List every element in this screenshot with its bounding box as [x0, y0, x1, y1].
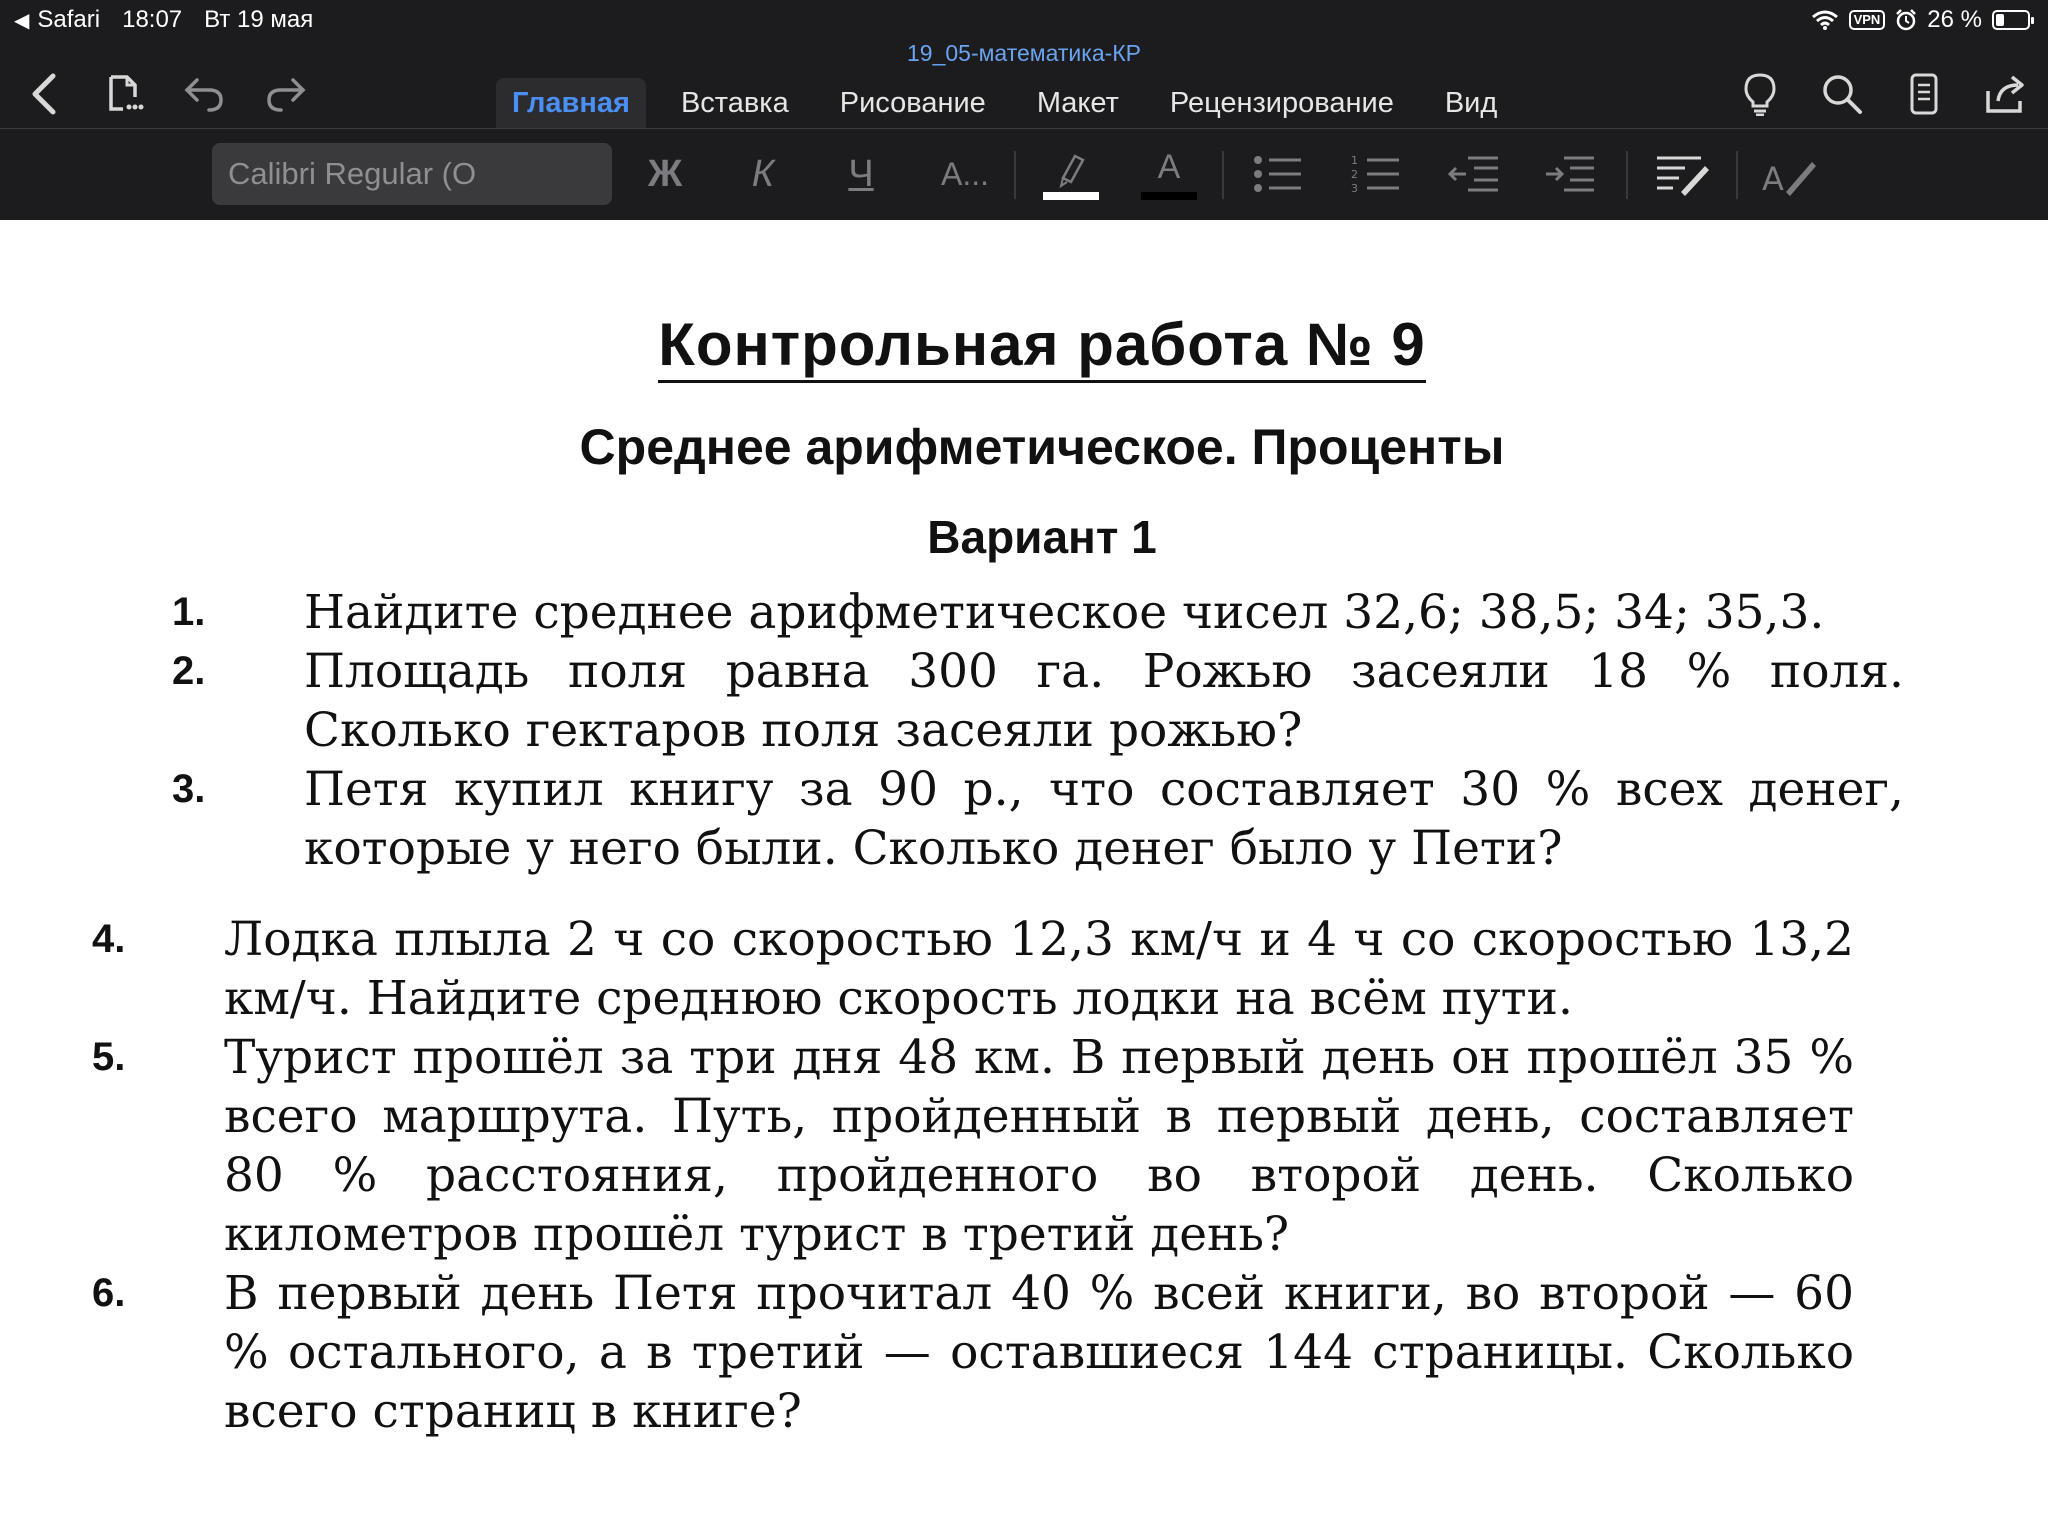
toolbar-separator: [1014, 151, 1016, 199]
app-chrome: [0, 0, 2048, 220]
svg-text:3: 3: [1351, 182, 1358, 194]
task-number: 5.: [92, 1035, 126, 1079]
task-number: 6.: [92, 1271, 126, 1315]
decrease-indent-icon[interactable]: [1446, 143, 1502, 205]
undo-icon[interactable]: [176, 66, 232, 122]
doc-title: [0, 310, 2048, 379]
font-name-field[interactable]: Calibri Regular (О: [212, 143, 612, 205]
bullet-list-icon[interactable]: [1250, 143, 1306, 205]
italic-button[interactable]: К: [751, 152, 775, 195]
svg-text:1: 1: [1351, 154, 1358, 167]
task-number: 2.: [172, 649, 206, 693]
document-page[interactable]: [0, 220, 2048, 1536]
task-text: В первый день Петя прочитал 40 % всей книги, во второй — 60 % остального, а в третий — оставшиеся 144 страницы. Сколько всего страниц в книге?: [224, 1266, 1854, 1439]
doc-subtitle: Среднее арифметическое. Проценты: [579, 419, 1505, 475]
doc-title-text: Контрольная работа № 9: [658, 311, 1426, 383]
ribbon-tabs: [496, 78, 1532, 128]
increase-indent-icon[interactable]: [1542, 143, 1598, 205]
paragraph-styles-icon[interactable]: [1652, 143, 1712, 205]
tab-home[interactable]: Главная: [496, 78, 646, 128]
vpn-badge: VPN: [1849, 10, 1886, 30]
toolbar-separator: [1626, 151, 1628, 199]
alarm-icon: [1895, 9, 1917, 31]
task-text: Лодка плыла 2 ч со скоростью 12,3 км/ч и 4 ч со скоростью 13,2 км/ч. Найдите среднюю скорость лодки на всём пути.: [224, 912, 1854, 1026]
styles-icon[interactable]: [1760, 143, 1820, 205]
battery-icon: [1992, 10, 2030, 30]
redo-icon[interactable]: [258, 66, 314, 122]
tab-draw[interactable]: Рисование: [839, 87, 986, 119]
back-icon[interactable]: [16, 66, 72, 122]
font-color-glyph: A: [1157, 148, 1181, 186]
file-menu-icon[interactable]: [96, 66, 152, 122]
task-text: Петя купил книгу за 90 р., что составляет 30 % всех денег, которые у него были. Сколько денег было у Пети?: [304, 762, 1904, 876]
more-formatting-button[interactable]: A...: [940, 155, 989, 192]
document-title[interactable]: 19_05-математика-КР: [906, 40, 1142, 66]
toolbar-separator: [1222, 151, 1224, 199]
back-to-app-icon[interactable]: ◀: [14, 9, 30, 32]
bold-button[interactable]: Ж: [647, 152, 683, 195]
status-date: Вт 19 мая: [204, 6, 314, 33]
font-color-swatch: [1141, 192, 1197, 200]
underline-button[interactable]: Ч: [848, 152, 874, 195]
share-icon[interactable]: [1978, 66, 2034, 122]
tab-layout[interactable]: Макет: [1036, 87, 1119, 119]
doc-variant: Вариант 1: [927, 511, 1157, 563]
wifi-icon: [1811, 9, 1839, 31]
numbered-list-icon[interactable]: [1348, 143, 1404, 205]
status-bar: [0, 0, 2048, 40]
svg-text:A: A: [1762, 160, 1784, 196]
tab-view[interactable]: Вид: [1444, 87, 1498, 119]
highlight-color-button[interactable]: [1038, 143, 1104, 205]
formatting-toolbar: [0, 129, 2048, 220]
task-number: 3.: [172, 767, 206, 811]
back-to-app-label[interactable]: Safari: [37, 6, 101, 33]
task-text: Турист прошёл за три дня 48 км. В первый день он прошёл 35 % всего маршрута. Путь, пройденный в первый день, составляет 80 % расстояния, пройденного во второй день. Сколько километров прошёл турист в третий день?: [224, 1030, 1854, 1262]
tab-review[interactable]: Рецензирование: [1169, 87, 1394, 119]
svg-text:2: 2: [1351, 168, 1358, 181]
nav-row: [0, 66, 2048, 128]
task-number: 4.: [92, 917, 126, 961]
task-text: Найдите среднее арифметическое чисел 32,6; 38,5; 34; 35,3.: [304, 585, 1825, 640]
lightbulb-icon[interactable]: [1732, 66, 1788, 122]
battery-percent: 26 %: [1927, 6, 1982, 33]
task-text: Площадь поля равна 300 га. Рожью засеяли 18 % поля. Сколько гектаров поля засеяли рожью?: [304, 644, 1904, 758]
mobile-view-icon[interactable]: [1896, 66, 1952, 122]
font-color-button[interactable]: [1136, 143, 1202, 205]
toolbar-separator: [1736, 151, 1738, 199]
status-time: 18:07: [122, 6, 183, 33]
tab-insert[interactable]: Вставка: [680, 87, 789, 119]
task-number: 1.: [172, 590, 206, 634]
search-icon[interactable]: [1814, 66, 1870, 122]
